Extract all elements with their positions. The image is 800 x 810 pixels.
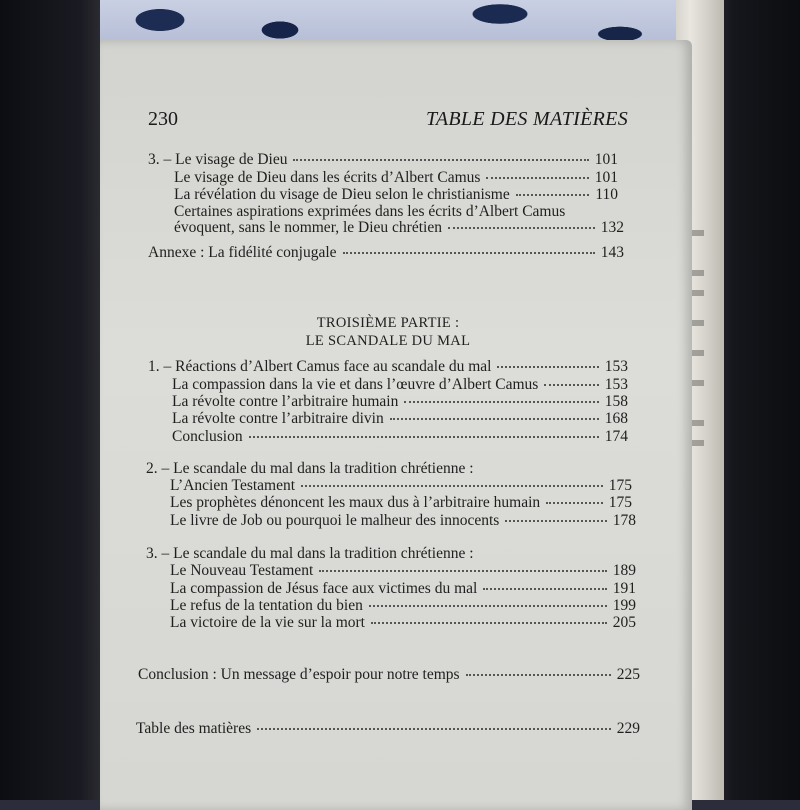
- toc-leader-dots: [301, 485, 603, 487]
- toc-entry-page: 225: [616, 666, 640, 683]
- toc-leader-dots: [257, 728, 611, 730]
- toc-entry-title: 1. – Réactions d’Albert Camus face au scandale du mal: [148, 358, 492, 375]
- toc-entry-table[interactable]: [136, 720, 640, 738]
- toc-entry-page: 174: [604, 428, 628, 445]
- page-header: [148, 108, 628, 136]
- toc-entry-title-line2: évoquent, sans le nommer, le Dieu chrétien: [174, 219, 442, 236]
- toc-entry[interactable]: [170, 494, 632, 512]
- toc-leader-dots: [486, 177, 588, 179]
- toc-entry-title: Le livre de Job ou pourquoi le malheur des innocents: [170, 512, 500, 529]
- toc-leader-dots: [546, 502, 603, 504]
- background-left-shadow: [0, 0, 100, 800]
- toc-entry-title: La révélation du visage de Dieu selon le christianisme: [174, 186, 510, 203]
- toc-entry-title: Le Nouveau Testament: [170, 562, 314, 579]
- toc-entry-title: Le visage de Dieu dans les écrits d’Albert Camus: [174, 169, 481, 186]
- toc-entry-page: 153: [604, 358, 628, 375]
- toc-leader-dots: [497, 366, 598, 368]
- toc-entry-page: 143: [600, 244, 624, 261]
- toc-leader-dots: [466, 674, 611, 676]
- toc-entry-title: La révolte contre l’arbitraire divin: [172, 410, 384, 427]
- toc-entry-page: 205: [612, 614, 636, 631]
- toc-leader-dots: [483, 588, 606, 590]
- toc-chapter-heading[interactable]: 2. – Le scandale du mal dans la tradition chrétienne :: [146, 460, 474, 477]
- toc-entry-title: Annexe : La fidélité conjugale: [148, 244, 337, 261]
- toc-entry-page: 110: [595, 186, 618, 203]
- toc-entry[interactable]: [172, 376, 628, 394]
- toc-entry[interactable]: [170, 562, 636, 580]
- toc-entry-title: La révolte contre l’arbitraire humain: [172, 393, 399, 410]
- toc-entry[interactable]: [170, 512, 636, 530]
- toc-leader-dots: [293, 159, 588, 161]
- toc-entry[interactable]: [148, 151, 618, 169]
- toc-entry[interactable]: [170, 614, 636, 632]
- toc-leader-dots: [544, 384, 598, 386]
- toc-entry-title: Le refus de la tentation du bien: [170, 597, 363, 614]
- toc-entry[interactable]: [172, 428, 628, 446]
- toc-entry-page: 132: [600, 219, 624, 236]
- toc-entry[interactable]: [172, 393, 628, 411]
- toc-leader-dots: [371, 622, 607, 624]
- toc-entry-page: 153: [604, 376, 628, 393]
- toc-leader-dots: [343, 252, 595, 254]
- toc-leader-dots: [319, 570, 607, 572]
- toc-entry[interactable]: [174, 186, 618, 204]
- toc-entry-title: La victoire de la vie sur la mort: [170, 614, 365, 631]
- toc-entry-title: Conclusion: [172, 428, 243, 445]
- toc-leader-dots: [249, 436, 599, 438]
- toc-entry-title: Conclusion : Un message d’espoir pour notre temps: [138, 666, 460, 683]
- toc-entry-page: 178: [612, 512, 636, 529]
- toc-entry-conclusion[interactable]: [138, 666, 640, 684]
- toc-entry-page: 229: [616, 720, 640, 737]
- toc-entry-title: La compassion dans la vie et dans l’œuvre d’Albert Camus: [172, 376, 539, 393]
- toc-entry[interactable]: [174, 219, 624, 237]
- toc-entry-title: La compassion de Jésus face aux victimes du mal: [170, 580, 478, 597]
- toc-entry-page: 175: [608, 494, 632, 511]
- toc-entry-page: 191: [612, 580, 636, 597]
- toc-entry-page: 158: [604, 393, 628, 410]
- toc-entry[interactable]: [170, 477, 632, 495]
- toc-entry-page: 175: [608, 477, 632, 494]
- page-number: 230: [148, 108, 178, 130]
- toc-entry-title: Table des matières: [136, 720, 252, 737]
- toc-leader-dots: [390, 418, 599, 420]
- toc-leader-dots: [448, 227, 595, 229]
- toc-entry-page: 168: [604, 410, 628, 427]
- toc-entry-page: 189: [612, 562, 636, 579]
- toc-entry[interactable]: [174, 169, 618, 187]
- toc-leader-dots: [369, 605, 607, 607]
- toc-entry[interactable]: [170, 580, 636, 598]
- toc-entry-annexe[interactable]: [148, 244, 624, 262]
- toc-entry-title: 3. – Le visage de Dieu: [148, 151, 288, 168]
- toc-leader-dots: [404, 401, 598, 403]
- toc-entry-page: 101: [594, 151, 618, 168]
- toc-entry-page: 199: [612, 597, 636, 614]
- toc-entry-title: L’Ancien Testament: [170, 477, 296, 494]
- toc-leader-dots: [516, 194, 590, 196]
- running-head: TABLE DES MATIÈRES: [425, 108, 628, 130]
- toc-entry-chapter[interactable]: [148, 358, 628, 376]
- toc-entry-title-line1: Certaines aspirations exprimées dans les écrits d’Albert Camus: [174, 203, 566, 220]
- toc-entry-page: 101: [594, 169, 618, 186]
- part-title-line2: LE SCANDALE DU MAL: [305, 333, 471, 349]
- toc-chapter-heading[interactable]: 3. – Le scandale du mal dans la tradition chrétienne :: [146, 545, 474, 562]
- toc-entry-title: Les prophètes dénoncent les maux dus à l’arbitraire humain: [170, 494, 541, 511]
- part-title-line1: TROISIÈME PARTIE :: [316, 315, 460, 331]
- toc-leader-dots: [505, 520, 606, 522]
- toc-entry[interactable]: [172, 410, 628, 428]
- toc-entry[interactable]: [170, 597, 636, 615]
